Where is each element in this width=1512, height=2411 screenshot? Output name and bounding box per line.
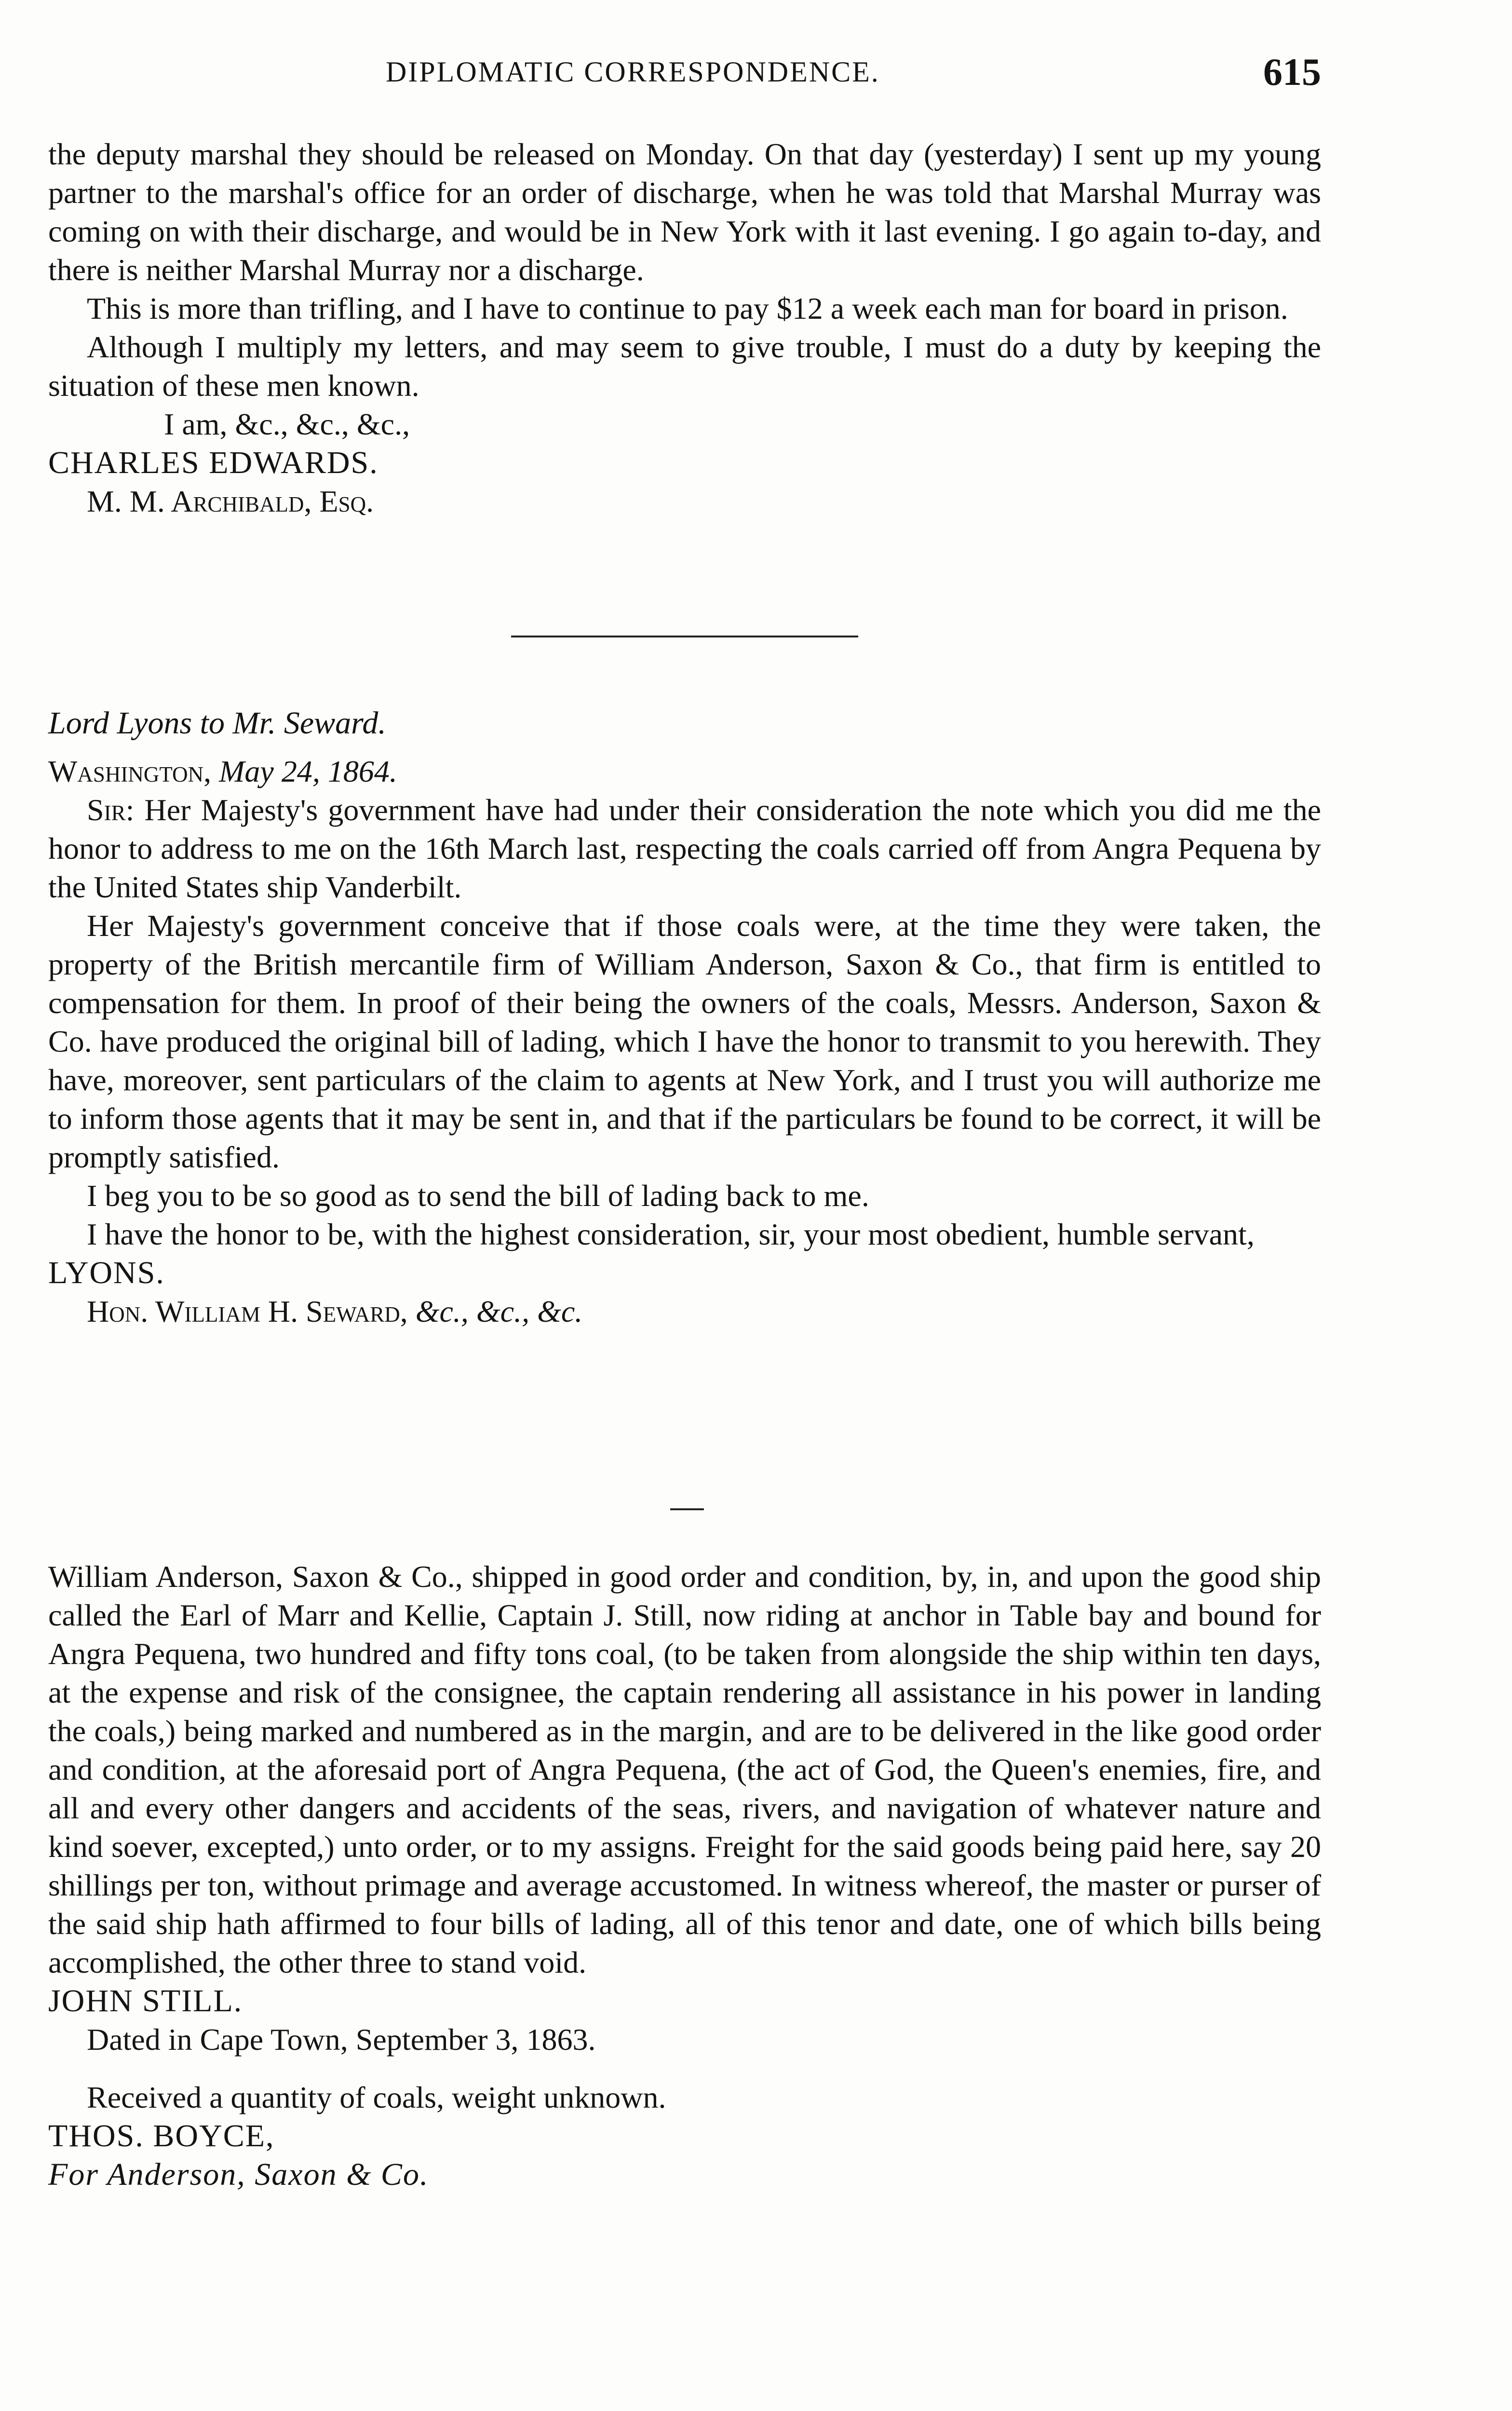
section-divider-short <box>670 1508 704 1510</box>
letter1-addressee: M. M. Archibald, Esq. <box>87 484 374 518</box>
letter1-paragraph: This is more than trifling, and I have to continue to pay $12 a week each man for board in prison. <box>87 291 1288 325</box>
letter2-paragraph-text: Her Majesty's government have had under their consideration the note which you did me the honor to address to me on the 16th March last, respecting the coals carried off from Angra Pequena by the United States ship Vanderbilt. <box>48 793 1322 904</box>
letter1-paragraph: Although I multiply my letters, and may seem to give trouble, I must do a duty by keeping the situation of these men known. <box>48 330 1321 403</box>
addressee-name: Hon. William H. Seward, <box>87 1294 408 1328</box>
page-header <box>48 51 1321 94</box>
letter2-paragraph <box>48 791 1321 907</box>
letter2-paragraph: Her Majesty's government conceive that if those coals were, at the time they were taken, the property of the British mercantile firm of William Anderson, Saxon & Co., that firm is entitled to compensation for them. In proof of their being the owners of the coals, Messrs. Anderson, Saxon & Co. have produced the original bill of lading, which I have the honor to transmit to you herewith. They have, moreover, sent particulars of the claim to agents at New York, and I trust you will authorize me to inform those agents that it may be sent in, and that if the particulars be found to be correct, it will be promptly satisfied. <box>48 908 1321 1174</box>
bill-dated: Dated in Cape Town, September 3, 1863. <box>87 2022 596 2057</box>
letter2-body <box>48 704 1321 1331</box>
page-number: 615 <box>1263 51 1321 94</box>
section-divider <box>511 636 858 637</box>
salutation: Sir: <box>87 793 135 827</box>
dateline-month: May 24, 1864. <box>219 754 397 788</box>
bill-received: Received a quantity of coals, weight unknown. <box>87 2080 666 2114</box>
bill-receiver-for: For Anderson, Saxon & Co. <box>48 2157 429 2192</box>
letter2-addressee <box>48 1292 1321 1331</box>
bill-paragraph: William Anderson, Saxon & Co., shipped in good order and condition, by, in, and upon the good ship called the Earl of Marr and Kellie, Captain J. Still, now riding at anchor in Table bay and bound for Angra Pequena, two hundred and fifty tons coal, (to be taken from alongside the ship within ten days, at the expense and risk of the consignee, the captain rendering all assistance in his power in landing the coals,) being marked and numbered as in the margin, and are to be delivered in the like good order and condition, at the aforesaid port of Angra Pequena, (the act of God, the Queen's enemies, fire, and all and every other dangers and accidents of the seas, rivers, and navigation of whatever nature and kind soever, excepted,) unto order, or to my assigns. Freight for the said goods being paid here, say 20 shillings per ton, without primage and average accustomed. In witness whereof, the master or purser of the said ship hath affirmed to four bills of lading, all of this tenor and date, one of which bills being accomplished, the other three to stand void. <box>48 1559 1321 1979</box>
letter2-paragraph: I have the honor to be, with the highest consideration, sir, your most obedient, humble servant, <box>87 1217 1255 1251</box>
running-head: DIPLOMATIC CORRESPONDENCE. <box>386 56 880 88</box>
addressee-suffix: &c., &c., &c. <box>415 1294 583 1328</box>
letter1-closing: I am, &c., &c., &c., <box>164 407 410 441</box>
letter1-signature: CHARLES EDWARDS. <box>48 445 378 480</box>
letter2-signature: LYONS. <box>48 1255 165 1290</box>
letter2-paragraph: I beg you to be so good as to send the bill of lading back to me. <box>87 1178 869 1213</box>
bill-signature: JOHN STILL. <box>48 1983 243 2018</box>
dateline <box>48 752 1321 791</box>
letter1-paragraph: the deputy marshal they should be released on Monday. On that day (yesterday) I sent up my young partner to the marshal's office for an order of discharge, when he was told that Marshal Murray was coming on with their discharge, and would be in New York with it last evening. I go again to-day, and there is neither Marshal Murray nor a discharge. <box>48 137 1321 287</box>
dateline-place: Washington, <box>48 754 212 788</box>
bill-receiver: THOS. BOYCE, <box>48 2118 275 2154</box>
letter1-body <box>48 135 1321 521</box>
letter-heading: Lord Lyons to Mr. Seward. <box>48 705 386 741</box>
bill-of-lading <box>48 1558 1321 2194</box>
